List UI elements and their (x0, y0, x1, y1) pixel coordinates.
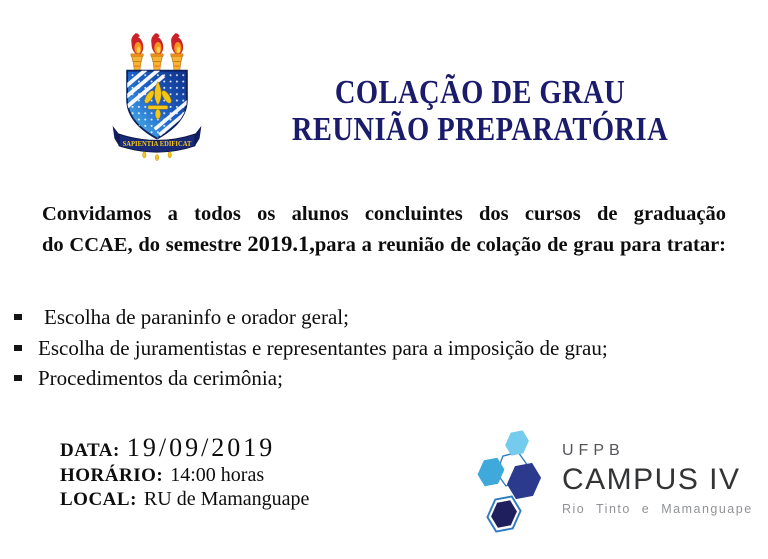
list-item (14, 363, 748, 394)
campus-text-block (562, 429, 753, 537)
torch-icon (130, 33, 144, 74)
title-line-1: COLAÇÃO DE GRAU (334, 74, 626, 111)
campus-subtitle: Rio Tinto e Mamanguape (562, 502, 753, 516)
paragraph-line-1: Convidamos a todos os alunos concluintes dos cursos de graduação (42, 203, 726, 225)
list-item (14, 302, 748, 333)
time-label: HORÁRIO: (60, 465, 164, 486)
time-value: 14:00 horas (170, 464, 265, 486)
location-value: RU de Mamanguape (143, 488, 310, 510)
agenda-list (14, 302, 748, 394)
time-row (60, 464, 309, 487)
agenda-item-text: Procedimentos da cerimônia; (38, 366, 283, 390)
campus-iv-logo (477, 429, 753, 537)
seal-motto: SAPIENTIA EDIFICAT (122, 139, 192, 148)
date-label: DATA: (60, 440, 120, 461)
invitation-paragraph (42, 199, 726, 260)
paragraph-line-2-after: para a reunião de colação de grau para tratar: (314, 234, 726, 256)
date-value: 19/09/2019 (126, 433, 276, 462)
location-row (60, 488, 309, 511)
campus-name: CAMPUS IV (562, 463, 741, 496)
list-item (14, 333, 748, 364)
org-name: UFPB (562, 442, 625, 459)
torch-icon (170, 33, 184, 74)
paragraph-line-2 (42, 229, 726, 260)
semester-value: 2019.1, (247, 231, 315, 256)
agenda-item-text: Escolha de paraninfo e orador geral; (44, 305, 349, 329)
ufpb-seal-logo (111, 29, 203, 163)
agenda-item-text: Escolha de juramentistas e representantes para a imposição de grau; (38, 335, 608, 360)
hexagon-cluster-icon (477, 429, 549, 537)
torch-icon (150, 33, 164, 74)
bullet-square-icon (14, 345, 22, 351)
paragraph-line-2-before: do CCAE, do semestre (42, 234, 248, 256)
title-line-2: REUNIÃO PREPARATÓRIA (291, 111, 669, 148)
date-row (60, 433, 309, 463)
bullet-square-icon (14, 314, 22, 320)
page-title (278, 74, 681, 148)
location-label: LOCAL: (60, 489, 137, 510)
event-details (60, 433, 309, 512)
bullet-square-icon (14, 375, 22, 381)
